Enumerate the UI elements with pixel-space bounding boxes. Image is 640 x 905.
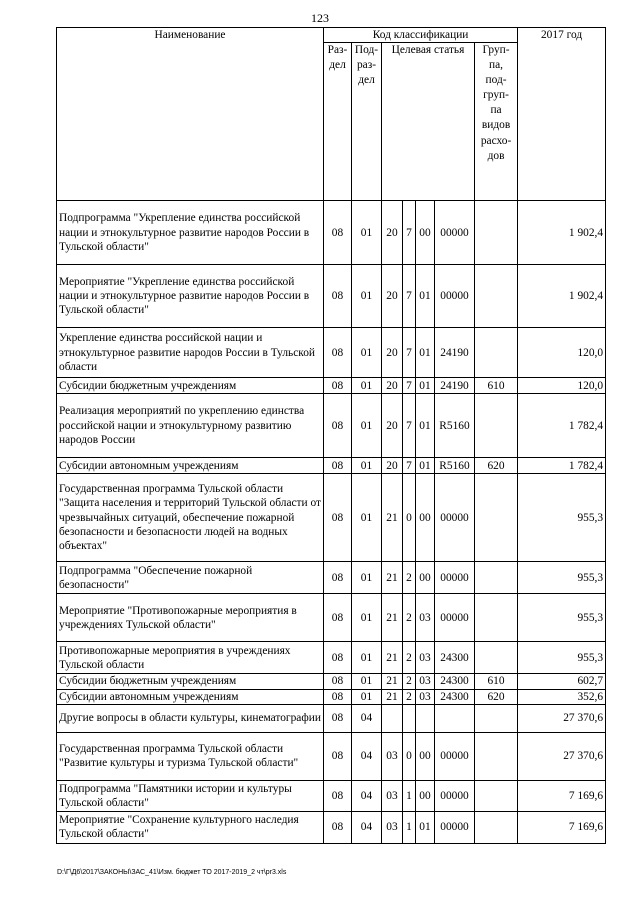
row-target-subprogram: 1 — [403, 780, 416, 811]
row-target-direction: 00000 — [435, 732, 475, 780]
row-target-program: 21 — [382, 562, 403, 594]
row-subsection: 01 — [352, 201, 382, 265]
row-section: 08 — [324, 811, 352, 843]
row-name: Субсидии автономным учреждениям — [57, 458, 324, 474]
row-target-direction: 24190 — [435, 328, 475, 378]
row-target-program: 21 — [382, 642, 403, 674]
row-subsection: 01 — [352, 328, 382, 378]
row-name: Подпрограмма "Обеспечение пожарной безопасности" — [57, 562, 324, 594]
row-target-direction: 00000 — [435, 562, 475, 594]
table-row — [57, 674, 606, 689]
row-subsection: 01 — [352, 674, 382, 689]
row-amount: 120,0 — [518, 328, 606, 378]
row-target-subprogram: 7 — [403, 265, 416, 328]
row-target-activity: 03 — [416, 689, 435, 704]
row-name: Государственная программа Тульской области "Защита населения и территорий Тульской области от чрезвычайных ситуаций, обеспечение пожарной безопасности и безопасности людей на водных объектах" — [57, 474, 324, 562]
header-code-group: Код классификации — [324, 28, 518, 43]
table-row — [57, 594, 606, 642]
row-subsection: 04 — [352, 780, 382, 811]
table-row — [57, 642, 606, 674]
row-target-program: 21 — [382, 594, 403, 642]
row-section: 08 — [324, 328, 352, 378]
row-expense-group — [475, 474, 518, 562]
budget-table — [56, 27, 606, 844]
row-target-direction: R5160 — [435, 458, 475, 474]
row-name: Субсидии бюджетным учреждениям — [57, 674, 324, 689]
header-target-article: Целевая статья — [382, 43, 475, 201]
row-target-subprogram: 7 — [403, 394, 416, 458]
row-name: Подпрограмма "Памятники истории и культуры Тульской области" — [57, 780, 324, 811]
row-target-direction: 24300 — [435, 642, 475, 674]
header-name: Наименование — [57, 28, 324, 201]
row-name: Мероприятие "Укрепление единства российской нации и этнокультурное развитие народов России в Тульской области" — [57, 265, 324, 328]
row-expense-group — [475, 394, 518, 458]
table-row — [57, 474, 606, 562]
row-target-program: 20 — [382, 394, 403, 458]
row-target-subprogram: 0 — [403, 732, 416, 780]
row-section: 08 — [324, 474, 352, 562]
row-expense-group — [475, 780, 518, 811]
row-amount: 27 370,6 — [518, 732, 606, 780]
row-target-program: 20 — [382, 328, 403, 378]
row-target-subprogram: 7 — [403, 458, 416, 474]
row-target-direction: R5160 — [435, 394, 475, 458]
row-target-direction: 00000 — [435, 474, 475, 562]
row-amount: 1 902,4 — [518, 265, 606, 328]
row-target-subprogram: 7 — [403, 378, 416, 394]
row-expense-group: 610 — [475, 378, 518, 394]
row-section: 08 — [324, 674, 352, 689]
table-row — [57, 811, 606, 843]
row-target-direction: 24300 — [435, 674, 475, 689]
row-target-subprogram: 2 — [403, 689, 416, 704]
row-amount: 1 782,4 — [518, 394, 606, 458]
row-expense-group — [475, 328, 518, 378]
row-name: Подпрограмма "Укрепление единства российской нации и этнокультурное развитие народов России в Тульской области" — [57, 201, 324, 265]
row-name: Государственная программа Тульской области "Развитие культуры и туризма Тульской области" — [57, 732, 324, 780]
row-target-activity: 00 — [416, 732, 435, 780]
row-target-subprogram: 7 — [403, 201, 416, 265]
row-target-direction: 00000 — [435, 811, 475, 843]
row-target-subprogram: 2 — [403, 642, 416, 674]
table-row — [57, 780, 606, 811]
row-subsection: 04 — [352, 811, 382, 843]
row-target-direction: 00000 — [435, 201, 475, 265]
table-row — [57, 378, 606, 394]
row-target-program — [382, 704, 403, 732]
row-section: 08 — [324, 704, 352, 732]
row-subsection: 04 — [352, 732, 382, 780]
row-target-program: 21 — [382, 689, 403, 704]
row-target-program: 20 — [382, 201, 403, 265]
row-amount: 7 169,6 — [518, 811, 606, 843]
row-amount: 955,3 — [518, 594, 606, 642]
row-subsection: 04 — [352, 704, 382, 732]
row-subsection: 01 — [352, 394, 382, 458]
row-section: 08 — [324, 458, 352, 474]
header-year: 2017 год — [518, 28, 606, 201]
row-target-program: 20 — [382, 378, 403, 394]
row-expense-group — [475, 594, 518, 642]
row-target-activity: 03 — [416, 674, 435, 689]
row-name: Мероприятие "Сохранение культурного наследия Тульской области" — [57, 811, 324, 843]
row-name: Противопожарные мероприятия в учреждениях Тульской области — [57, 642, 324, 674]
row-section: 08 — [324, 780, 352, 811]
row-expense-group — [475, 704, 518, 732]
header-subsection: Под- раз- дел — [352, 43, 382, 201]
row-expense-group — [475, 201, 518, 265]
row-target-subprogram: 2 — [403, 562, 416, 594]
row-amount: 602,7 — [518, 674, 606, 689]
row-subsection: 01 — [352, 689, 382, 704]
row-name: Другие вопросы в области культуры, кинематографии — [57, 704, 324, 732]
row-target-program: 03 — [382, 732, 403, 780]
row-name: Реализация мероприятий по укреплению единства российской нации и этнокультурному развитию народов России — [57, 394, 324, 458]
row-target-activity: 00 — [416, 780, 435, 811]
row-expense-group: 610 — [475, 674, 518, 689]
row-expense-group — [475, 265, 518, 328]
table-row — [57, 732, 606, 780]
row-name: Субсидии бюджетным учреждениям — [57, 378, 324, 394]
row-expense-group — [475, 732, 518, 780]
row-target-activity: 00 — [416, 474, 435, 562]
table-row — [57, 201, 606, 265]
row-amount: 955,3 — [518, 474, 606, 562]
row-subsection: 01 — [352, 642, 382, 674]
row-section: 08 — [324, 201, 352, 265]
row-target-activity: 00 — [416, 201, 435, 265]
row-section: 08 — [324, 689, 352, 704]
table-row — [57, 704, 606, 732]
row-expense-group: 620 — [475, 458, 518, 474]
row-name: Субсидии автономным учреждениям — [57, 689, 324, 704]
row-target-program: 03 — [382, 811, 403, 843]
row-target-direction: 24190 — [435, 378, 475, 394]
row-target-activity — [416, 704, 435, 732]
table-row — [57, 265, 606, 328]
row-section: 08 — [324, 394, 352, 458]
row-amount: 27 370,6 — [518, 704, 606, 732]
row-target-direction: 00000 — [435, 594, 475, 642]
row-name: Мероприятие "Противопожарные мероприятия в учреждениях Тульской области" — [57, 594, 324, 642]
row-target-activity: 03 — [416, 594, 435, 642]
row-expense-group — [475, 811, 518, 843]
row-target-activity: 01 — [416, 394, 435, 458]
row-target-activity: 01 — [416, 811, 435, 843]
row-subsection: 01 — [352, 474, 382, 562]
row-target-subprogram: 7 — [403, 328, 416, 378]
header-row-top — [57, 28, 606, 43]
table-row — [57, 689, 606, 704]
row-target-subprogram — [403, 704, 416, 732]
row-amount: 1 902,4 — [518, 201, 606, 265]
page-number: 123 — [311, 11, 329, 25]
file-path-footer: D:\Г\Д6\2017\ЗАКОНЫ\ЗАС_41\Изм. бюджет ТО 2017-2019_2 чт\pr3.xls — [57, 869, 287, 876]
row-subsection: 01 — [352, 594, 382, 642]
row-amount: 352,6 — [518, 689, 606, 704]
row-target-activity: 01 — [416, 378, 435, 394]
row-section: 08 — [324, 594, 352, 642]
row-target-program: 20 — [382, 265, 403, 328]
row-target-program: 21 — [382, 674, 403, 689]
row-target-activity: 01 — [416, 328, 435, 378]
table-row — [57, 458, 606, 474]
row-target-subprogram: 1 — [403, 811, 416, 843]
row-target-direction: 00000 — [435, 780, 475, 811]
row-name: Укрепление единства российской нации и этнокультурное развитие народов России в Тульской области — [57, 328, 324, 378]
row-section: 08 — [324, 562, 352, 594]
row-target-activity: 03 — [416, 642, 435, 674]
row-target-program: 20 — [382, 458, 403, 474]
row-expense-group — [475, 642, 518, 674]
row-amount: 1 782,4 — [518, 458, 606, 474]
row-section: 08 — [324, 732, 352, 780]
header-section: Раз- дел — [324, 43, 352, 201]
row-section: 08 — [324, 265, 352, 328]
row-target-subprogram: 2 — [403, 674, 416, 689]
row-subsection: 01 — [352, 378, 382, 394]
row-target-activity: 01 — [416, 458, 435, 474]
row-target-program: 21 — [382, 474, 403, 562]
row-expense-group: 620 — [475, 689, 518, 704]
row-subsection: 01 — [352, 265, 382, 328]
row-target-program: 03 — [382, 780, 403, 811]
row-amount: 120,0 — [518, 378, 606, 394]
table-row — [57, 562, 606, 594]
row-target-activity: 00 — [416, 562, 435, 594]
row-amount: 7 169,6 — [518, 780, 606, 811]
row-target-direction: 24300 — [435, 689, 475, 704]
table-row — [57, 328, 606, 378]
row-target-subprogram: 0 — [403, 474, 416, 562]
row-subsection: 01 — [352, 458, 382, 474]
row-target-direction — [435, 704, 475, 732]
row-expense-group — [475, 562, 518, 594]
row-amount: 955,3 — [518, 562, 606, 594]
row-subsection: 01 — [352, 562, 382, 594]
row-section: 08 — [324, 378, 352, 394]
row-section: 08 — [324, 642, 352, 674]
row-target-direction: 00000 — [435, 265, 475, 328]
header-expense-group: Груп- па, под- груп- па видов расхо- дов — [475, 43, 518, 201]
table-row — [57, 394, 606, 458]
row-target-activity: 01 — [416, 265, 435, 328]
row-target-subprogram: 2 — [403, 594, 416, 642]
row-amount: 955,3 — [518, 642, 606, 674]
